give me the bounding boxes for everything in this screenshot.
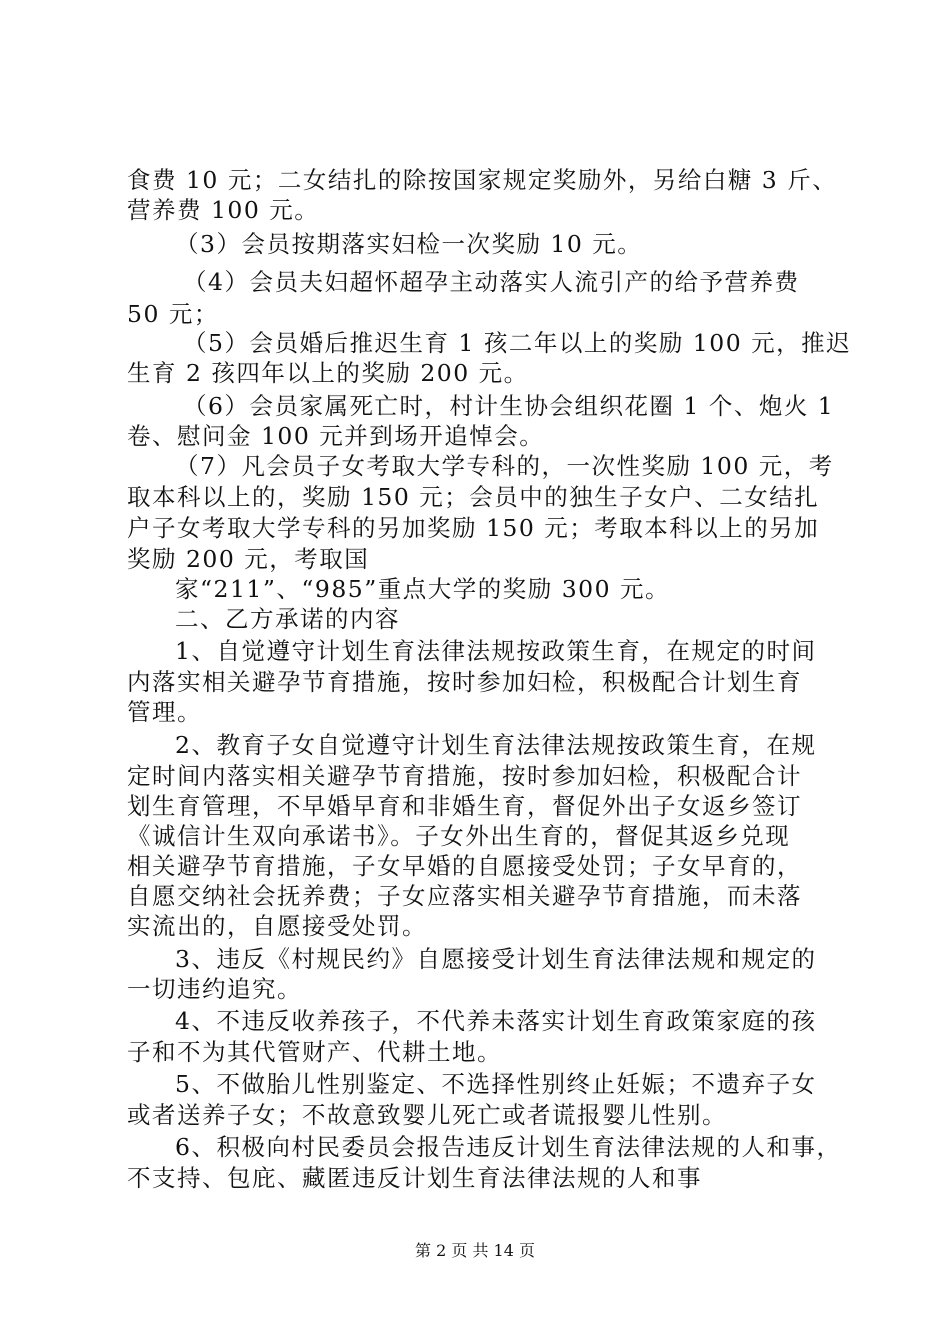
- text-line: 取本科以上的，奖励 150 元；会员中的独生子女户、二女结扎: [127, 483, 820, 511]
- text-line: 5、不做胎儿性别鉴定、不选择性别终止妊娠；不遗弃子女: [175, 1070, 817, 1098]
- text-line: 奖励 200 元，考取国: [127, 545, 370, 573]
- text-line: 相关避孕节育措施，子女早婚的自愿接受处罚；子女早育的，: [127, 852, 802, 880]
- text-line: 4、不违反收养孩子，不代养未落实计划生育政策家庭的孩: [175, 1007, 817, 1035]
- text-line: 划生育管理，不早婚早育和非婚生育，督促外出子女返乡签订: [127, 792, 802, 820]
- text-line: 内落实相关避孕节育措施，按时参加妇检，积极配合计划生育: [127, 668, 802, 696]
- page-footer: [0, 1241, 950, 1261]
- text-line: 子和不为其代管财产、代耕土地。: [127, 1038, 502, 1066]
- text-line: 《诚信计生双向承诺书》。子女外出生育的，督促其返乡兑现: [127, 822, 791, 850]
- text-line: （5）会员婚后推迟生育 1 孩二年以上的奖励 100 元，推迟: [183, 329, 852, 357]
- text-line: 定时间内落实相关避孕节育措施，按时参加妇检，积极配合计: [127, 762, 802, 790]
- text-line: 不支持、包庇、藏匿违反计划生育法律法规的人和事: [127, 1164, 702, 1192]
- text-line: 50 元；: [127, 300, 219, 328]
- text-line: 食费 10 元；二女结扎的除按国家规定奖励外，另给白糖 3 斤、: [127, 166, 838, 194]
- text-line: （4）会员夫妇超怀超孕主动落实人流引产的给予营养费: [183, 268, 800, 296]
- text-line: （6）会员家属死亡时，村计生协会组织花圈 1 个、炮火 1: [183, 392, 835, 420]
- text-line: 3、违反《村规民约》自愿接受计划生育法律法规和规定的: [175, 945, 817, 973]
- page-number-label: 第 2 页 共 14 页: [415, 1241, 535, 1260]
- text-line: 6、积极向村民委员会报告违反计划生育法律法规的人和事，: [175, 1133, 842, 1161]
- text-line: 营养费 100 元。: [127, 196, 320, 224]
- text-line: 2、教育子女自觉遵守计划生育法律法规按政策生育，在规: [175, 731, 817, 759]
- text-line: 户子女考取大学专科的另加奖励 150 元；考取本科以上的另加: [127, 514, 820, 542]
- text-line: 实流出的，自愿接受处罚。: [127, 912, 427, 940]
- text-line: 家“211”、“985”重点大学的奖励 300 元。: [175, 575, 671, 603]
- text-line: 或者送养子女；不故意致婴儿死亡或者谎报婴儿性别。: [127, 1101, 727, 1129]
- text-line: 一切违约追究。: [127, 975, 302, 1003]
- section-heading: 二、乙方承诺的内容: [175, 605, 400, 633]
- text-line: 自愿交纳社会抚养费；子女应落实相关避孕节育措施，而未落: [127, 882, 802, 910]
- text-line: 1、自觉遵守计划生育法律法规按政策生育，在规定的时间: [175, 637, 817, 665]
- text-line: （7）凡会员子女考取大学专科的，一次性奖励 100 元，考: [175, 452, 834, 480]
- text-line: 卷、慰问金 100 元并到场开追悼会。: [127, 422, 545, 450]
- text-line: 生育 2 孩四年以上的奖励 200 元。: [127, 359, 529, 387]
- text-line: 管理。: [127, 698, 202, 726]
- text-line: （3）会员按期落实妇检一次奖励 10 元。: [175, 230, 643, 258]
